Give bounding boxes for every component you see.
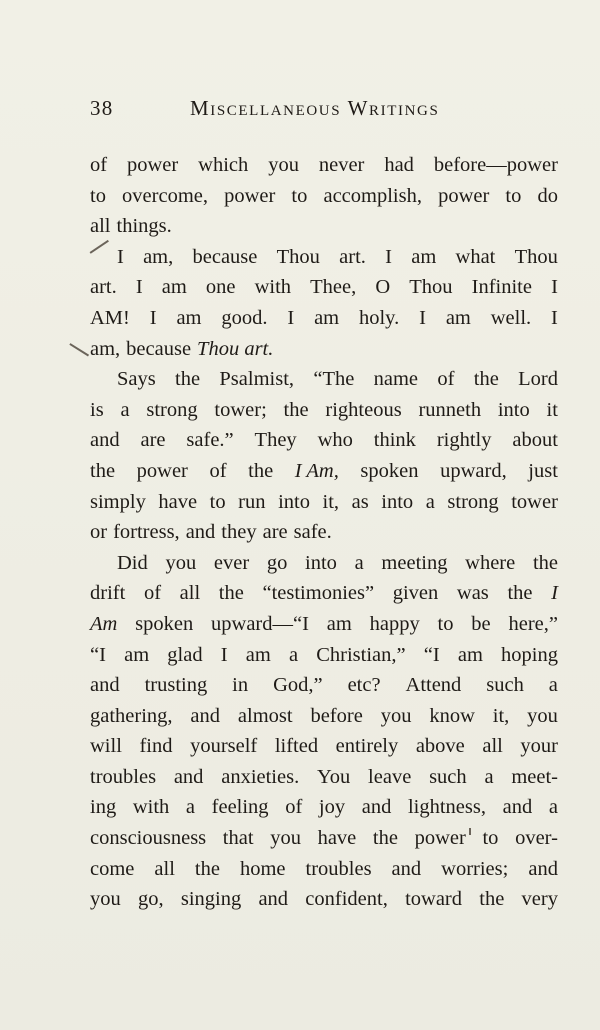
word: to: [505, 184, 522, 207]
word: be: [471, 612, 491, 635]
word: I: [287, 306, 295, 329]
word: very: [521, 888, 558, 911]
word: holy.: [358, 306, 400, 329]
word: the: [175, 368, 201, 391]
word: with: [132, 796, 170, 819]
word: lightness,: [407, 796, 486, 819]
pencil-mark: [70, 343, 89, 356]
word: strong: [146, 398, 198, 421]
word: and: [190, 704, 221, 727]
word: I: [117, 245, 124, 268]
word: find: [139, 735, 173, 758]
word: your: [520, 735, 558, 758]
word: Thou art.: [197, 337, 274, 360]
word: well.: [490, 306, 532, 329]
word: I Am,: [294, 459, 339, 482]
text-line: [90, 670, 558, 701]
word: power: [438, 184, 490, 207]
word: to: [291, 184, 308, 207]
word: joy: [318, 796, 346, 819]
word: accomplish,: [323, 184, 422, 207]
word: because: [192, 245, 258, 268]
word: etc?: [347, 674, 381, 697]
word: Says: [117, 368, 156, 391]
word: of: [437, 368, 455, 391]
word: the: [479, 888, 505, 911]
word: given: [392, 582, 439, 605]
word: simply: [90, 490, 146, 513]
text-line: [90, 364, 558, 395]
word: I: [220, 643, 228, 666]
word: before: [310, 704, 363, 727]
word: “I: [90, 643, 106, 666]
word: and: [90, 674, 120, 697]
word: it: [546, 398, 558, 421]
word: into: [381, 490, 414, 513]
text-line: [90, 456, 558, 487]
page-number: 38: [90, 96, 114, 120]
word: and: [502, 796, 533, 819]
word: rightly: [436, 429, 492, 452]
word: God,”: [273, 674, 323, 697]
text-line: [90, 823, 558, 854]
word: almost: [237, 704, 293, 727]
word: and: [185, 521, 216, 544]
word: overcome,: [122, 184, 208, 207]
word: home: [239, 857, 286, 880]
word: am: [176, 306, 202, 329]
word: confident,: [305, 888, 388, 911]
word: are: [262, 521, 288, 544]
word: into: [497, 398, 530, 421]
text-line: [90, 303, 558, 334]
word: power: [224, 184, 276, 207]
text-line: [90, 150, 558, 181]
word: worries;: [441, 857, 509, 880]
word: I: [385, 245, 392, 268]
word: tower;: [214, 398, 267, 421]
word: about: [512, 429, 558, 452]
word: lifted: [274, 735, 319, 758]
text-line: [90, 425, 558, 456]
word: art.: [90, 276, 117, 299]
word: “testimonies”: [262, 582, 375, 605]
word: leave: [368, 765, 412, 788]
word: think: [373, 429, 416, 452]
word: to: [90, 184, 106, 207]
word: I: [551, 582, 558, 605]
word: toward: [405, 888, 463, 911]
word: am: [245, 643, 271, 666]
word: happy: [369, 612, 420, 635]
word: am: [124, 643, 150, 666]
word: a: [288, 643, 299, 666]
word: the: [473, 368, 499, 391]
word: one: [205, 276, 236, 299]
word: power: [127, 154, 179, 176]
word: Thou: [276, 245, 320, 268]
word: runneth: [418, 398, 482, 421]
word: go: [266, 551, 288, 574]
word: name: [373, 368, 419, 391]
word: the: [507, 582, 533, 605]
word: Thee,: [310, 276, 357, 299]
word: power: [136, 459, 188, 482]
word: Thou: [514, 245, 558, 268]
word: here,”: [508, 612, 558, 635]
text-line: [90, 640, 558, 671]
text-line: [90, 548, 558, 579]
word: power: [414, 827, 466, 850]
word: to: [482, 827, 499, 850]
word: that: [222, 827, 254, 850]
word: the: [372, 827, 398, 850]
word: troubles: [90, 765, 157, 788]
word: above: [415, 735, 465, 758]
word: I: [551, 276, 558, 299]
word: trusting: [144, 674, 208, 697]
word: come: [90, 857, 135, 880]
word: Lord: [518, 368, 558, 391]
text-line: [90, 609, 558, 640]
word: go,: [137, 888, 164, 911]
text-line: [90, 731, 558, 762]
word: know: [429, 704, 475, 727]
word: they: [221, 521, 257, 544]
word: spoken: [360, 459, 419, 482]
word: had: [384, 154, 414, 176]
word: what: [455, 245, 496, 268]
word: as: [351, 490, 369, 513]
word: troubles: [305, 857, 372, 880]
word: “I: [423, 643, 440, 666]
text-line: [90, 395, 558, 426]
word: a: [185, 796, 196, 819]
word: such: [429, 765, 467, 788]
word: and: [90, 429, 120, 452]
word: you: [268, 154, 299, 176]
text-line: [90, 242, 558, 273]
text-line: [90, 487, 558, 518]
word: have: [317, 827, 357, 850]
word: entirely: [335, 735, 399, 758]
word: the: [532, 551, 558, 574]
text-line: [90, 334, 558, 365]
text-line: [90, 578, 558, 609]
running-header: [90, 96, 558, 126]
word: a: [120, 398, 130, 421]
word: all: [482, 735, 503, 758]
word: art.: [339, 245, 366, 268]
word: the: [194, 857, 220, 880]
word: hoping: [501, 643, 558, 666]
text-line: [90, 211, 558, 242]
word: you: [527, 704, 558, 727]
word: glad: [167, 643, 203, 666]
word: am: [445, 306, 471, 329]
word: AM!: [90, 306, 130, 329]
word: am: [326, 612, 352, 635]
word: all: [179, 582, 201, 605]
word: am: [411, 245, 437, 268]
word: all: [154, 857, 175, 880]
text-line: [90, 517, 558, 548]
word: gathering,: [90, 704, 173, 727]
word: which: [198, 154, 249, 176]
word: before—power: [433, 154, 558, 176]
text-line: [90, 762, 558, 793]
running-title: Miscellaneous Writings: [190, 96, 440, 120]
word: where: [465, 551, 516, 574]
word: “The: [313, 368, 355, 391]
word: to: [437, 612, 454, 635]
text-line: [90, 884, 558, 915]
text-line: [90, 701, 558, 732]
word: spoken: [135, 612, 194, 635]
word: tower: [511, 490, 558, 513]
word: because: [126, 337, 192, 360]
word: you: [380, 704, 412, 727]
word: you: [270, 827, 301, 850]
page-body-text: [90, 150, 558, 915]
word: you: [90, 888, 121, 911]
word: righteous: [325, 398, 402, 421]
word: of: [209, 459, 227, 482]
word: singing: [180, 888, 242, 911]
word: of: [285, 796, 303, 819]
word: the: [283, 398, 309, 421]
word: you: [165, 551, 197, 574]
word: O: [375, 276, 391, 299]
word: and: [391, 857, 422, 880]
word: and: [258, 888, 289, 911]
word: over-: [515, 827, 558, 850]
word: are: [140, 429, 166, 452]
word: am: [457, 643, 483, 666]
word: a: [548, 674, 558, 697]
word: have: [158, 490, 198, 513]
word: upward—“I: [211, 612, 309, 635]
word: into: [305, 551, 337, 574]
word: the: [218, 582, 244, 605]
word: Am: [90, 612, 118, 635]
word: the: [248, 459, 274, 482]
word: feeling: [211, 796, 269, 819]
word: fortress,: [113, 521, 180, 544]
word: meeting: [381, 551, 448, 574]
word: of: [143, 582, 162, 605]
word: and: [173, 765, 204, 788]
word: a: [548, 796, 558, 819]
word: things.: [116, 215, 172, 238]
word: ing: [90, 796, 117, 819]
word: never: [318, 154, 365, 176]
word: anxieties.: [221, 765, 300, 788]
word: is: [90, 398, 104, 421]
word: run: [238, 490, 266, 513]
word: all: [90, 215, 111, 238]
word: a: [484, 765, 494, 788]
word: Did: [117, 551, 148, 574]
word: a: [354, 551, 364, 574]
word: and: [528, 857, 558, 880]
word: in: [232, 674, 249, 697]
text-line: [90, 181, 558, 212]
word: I: [149, 306, 157, 329]
word: such: [486, 674, 524, 697]
word: am,: [143, 245, 174, 268]
word: Christian,”: [316, 643, 406, 666]
word: it,: [492, 704, 510, 727]
word: strong: [447, 490, 499, 513]
word: it,: [322, 490, 340, 513]
word: You: [317, 765, 351, 788]
word: do: [537, 184, 558, 207]
word: a: [425, 490, 435, 513]
word: will: [90, 735, 122, 758]
text-line: [90, 854, 558, 885]
word: Psalmist,: [219, 368, 295, 391]
word: was: [456, 582, 489, 605]
word: drift: [90, 582, 126, 605]
word: I: [551, 306, 558, 329]
word: to: [209, 490, 226, 513]
word: I: [419, 306, 426, 329]
text-line: [90, 792, 558, 823]
word: am: [314, 306, 340, 329]
word: and: [361, 796, 392, 819]
word: just: [528, 459, 558, 482]
text-line: [90, 272, 558, 303]
word: yourself: [190, 735, 258, 758]
word: the: [90, 459, 116, 482]
word: Attend: [405, 674, 462, 697]
word: safe.: [293, 521, 332, 544]
word: am,: [90, 337, 121, 360]
word: upward,: [440, 459, 507, 482]
word: safe.”: [186, 429, 234, 452]
word: good.: [221, 306, 268, 329]
word: Infinite: [471, 276, 532, 299]
word: with: [254, 276, 292, 299]
word: consciousness: [90, 827, 207, 850]
word: or: [90, 521, 108, 544]
word: Thou: [409, 276, 453, 299]
word: into: [278, 490, 310, 513]
word: who: [317, 429, 353, 452]
word: They: [254, 429, 297, 452]
word: ever: [213, 551, 250, 574]
word: am: [161, 276, 187, 299]
word: of: [90, 154, 108, 176]
word: meet-: [511, 765, 558, 788]
word: I: [135, 276, 143, 299]
